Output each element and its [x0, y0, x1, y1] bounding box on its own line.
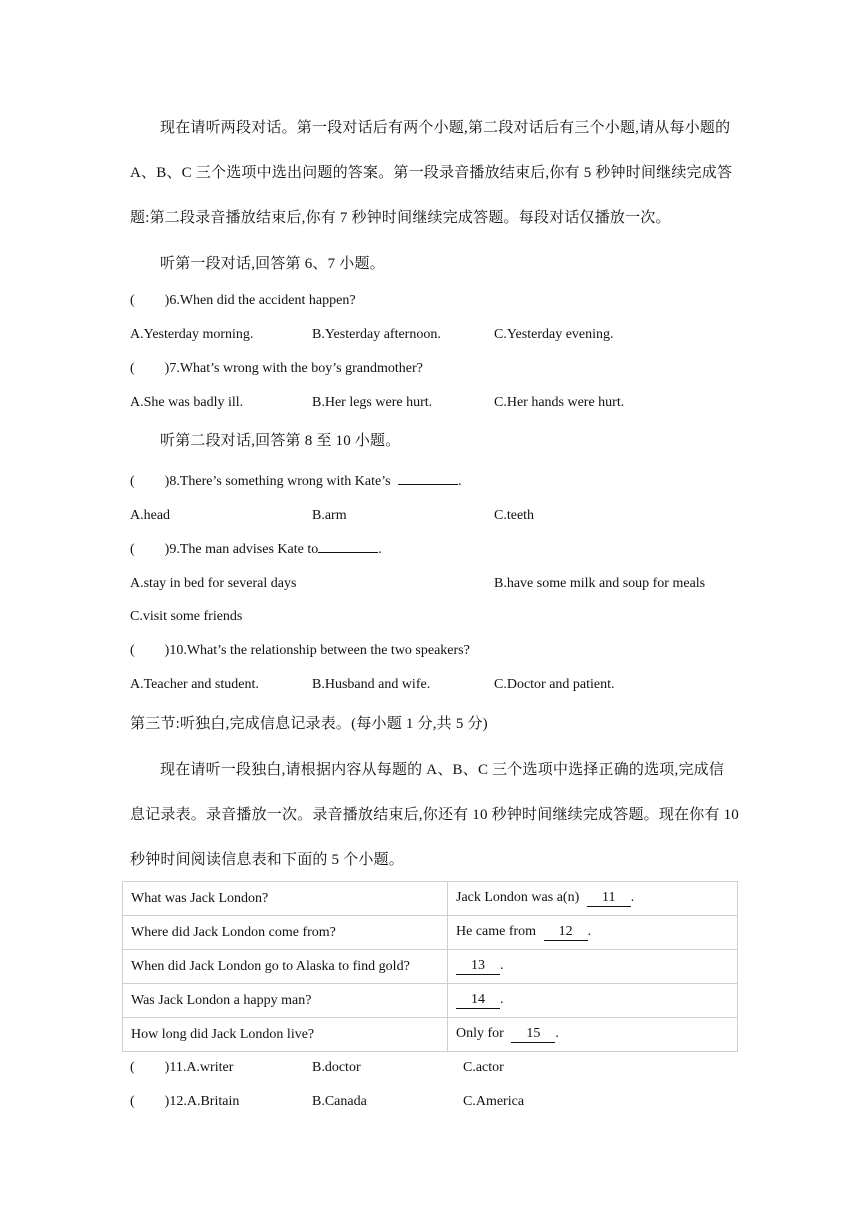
paren-open: ( [130, 643, 135, 658]
table-row [123, 950, 738, 984]
question-stem: )12.A.Britain [164, 1094, 240, 1109]
option-a: A.She was badly ill. [130, 395, 244, 410]
dialog2-heading: 听第二段对话,回答第 8 至 10 小题。 [160, 433, 401, 449]
answer-prefix: Jack London was a(n) [456, 890, 580, 905]
table-answer-cell [448, 882, 738, 916]
paren-open: ( [130, 1060, 135, 1075]
table-row [123, 984, 738, 1018]
table-row [123, 1018, 738, 1052]
question-stem: )7.What’s wrong with the boy’s grandmother? [164, 361, 423, 376]
section2-intro-line3: 题:第二段录音播放结束后,你有 7 秒钟时间继续完成答题。每段对话仅播放一次。 [130, 210, 671, 226]
option-b: B.Yesterday afternoon. [312, 327, 441, 342]
question-suffix: . [458, 474, 462, 489]
section3-intro-line2: 息记录表。录音播放一次。录音播放结束后,你还有 10 秒钟时间继续完成答题。现在你有 10 [130, 807, 740, 823]
question-7 [130, 360, 423, 378]
option-a: A.Yesterday morning. [130, 327, 254, 342]
option-b: B.have some milk and soup for meals [494, 576, 706, 591]
answer-suffix: . [500, 992, 504, 1007]
option-a: A.Teacher and student. [130, 677, 259, 692]
option-c: C.America [463, 1094, 525, 1109]
question-stem: )8.There’s something wrong with Kate’s [164, 474, 391, 489]
table-question-cell: Where did Jack London come from? [123, 916, 448, 950]
question-6 [130, 292, 356, 310]
question-stem: )11.A.writer [164, 1060, 234, 1075]
answer-suffix: . [500, 958, 504, 973]
table-question-cell: How long did Jack London live? [123, 1018, 448, 1052]
option-c: C.Her hands were hurt. [494, 395, 625, 410]
section2-intro-line1: 现在请听两段对话。第一段对话后有两个小题,第二段对话后有三个小题,请从每小题的 [160, 120, 731, 136]
table-question-cell: Was Jack London a happy man? [123, 984, 448, 1018]
answer-prefix: Only for [456, 1026, 504, 1041]
answer-suffix: . [555, 1026, 559, 1041]
question-stem: )10.What’s the relationship between the two speakers? [164, 643, 470, 658]
table-answer-cell [448, 916, 738, 950]
option-c: C.teeth [494, 508, 535, 523]
fill-blank[interactable] [318, 552, 378, 553]
fill-blank[interactable] [398, 484, 458, 485]
question-stem: )6.When did the accident happen? [164, 293, 356, 308]
answer-blank-14[interactable]: 14 [456, 992, 500, 1009]
paren-open: ( [130, 474, 135, 489]
table-answer-cell [448, 984, 738, 1018]
option-b: B.Canada [312, 1094, 367, 1109]
answer-suffix: . [587, 924, 592, 939]
question-12 [130, 1093, 239, 1111]
option-b: B.arm [312, 508, 347, 523]
answer-blank-15[interactable]: 15 [511, 1026, 555, 1043]
paren-open: ( [130, 293, 135, 308]
answer-blank-11[interactable]: 11 [587, 890, 631, 907]
question-8 [130, 473, 462, 491]
paren-open: ( [130, 1094, 135, 1109]
answer-blank-13[interactable]: 13 [456, 958, 500, 975]
option-c: C.Doctor and patient. [494, 677, 615, 692]
option-c: C.Yesterday evening. [494, 327, 614, 342]
option-b: B.doctor [312, 1060, 361, 1075]
section3-heading: 第三节:听独白,完成信息记录表。(每小题 1 分,共 5 分) [130, 716, 488, 732]
table-question-cell: When did Jack London go to Alaska to find gold? [123, 950, 448, 984]
section2-intro-line2: A、B、C 三个选项中选出问题的答案。第一段录音播放结束后,你有 5 秒钟时间继续完成答 [130, 165, 733, 181]
question-stem: )9.The man advises Kate to [164, 542, 319, 557]
table-row [123, 882, 738, 916]
question-10 [130, 642, 470, 660]
option-b: B.Husband and wife. [312, 677, 431, 692]
question-9 [130, 541, 382, 559]
answer-blank-12[interactable]: 12 [544, 924, 588, 941]
answer-prefix: He came from [456, 924, 537, 939]
table-question-cell: What was Jack London? [123, 882, 448, 916]
answer-suffix: . [630, 890, 635, 905]
option-a: A.head [130, 508, 171, 523]
table-row [123, 916, 738, 950]
option-c: C.visit some friends [130, 609, 243, 624]
section3-intro-line3: 秒钟时间阅读信息表和下面的 5 个小题。 [130, 852, 405, 868]
option-a: A.stay in bed for several days [130, 576, 297, 591]
paren-open: ( [130, 361, 135, 376]
section3-intro-line1: 现在请听一段独白,请根据内容从每题的 A、B、C 三个选项中选择正确的选项,完成信 [160, 762, 725, 778]
table-answer-cell [448, 950, 738, 984]
info-record-table [122, 881, 738, 1052]
option-c: C.actor [463, 1060, 504, 1075]
question-suffix: . [378, 542, 382, 557]
paren-open: ( [130, 542, 135, 557]
dialog1-heading: 听第一段对话,回答第 6、7 小题。 [160, 256, 385, 272]
option-b: B.Her legs were hurt. [312, 395, 433, 410]
question-11 [130, 1059, 233, 1077]
table-answer-cell [448, 1018, 738, 1052]
